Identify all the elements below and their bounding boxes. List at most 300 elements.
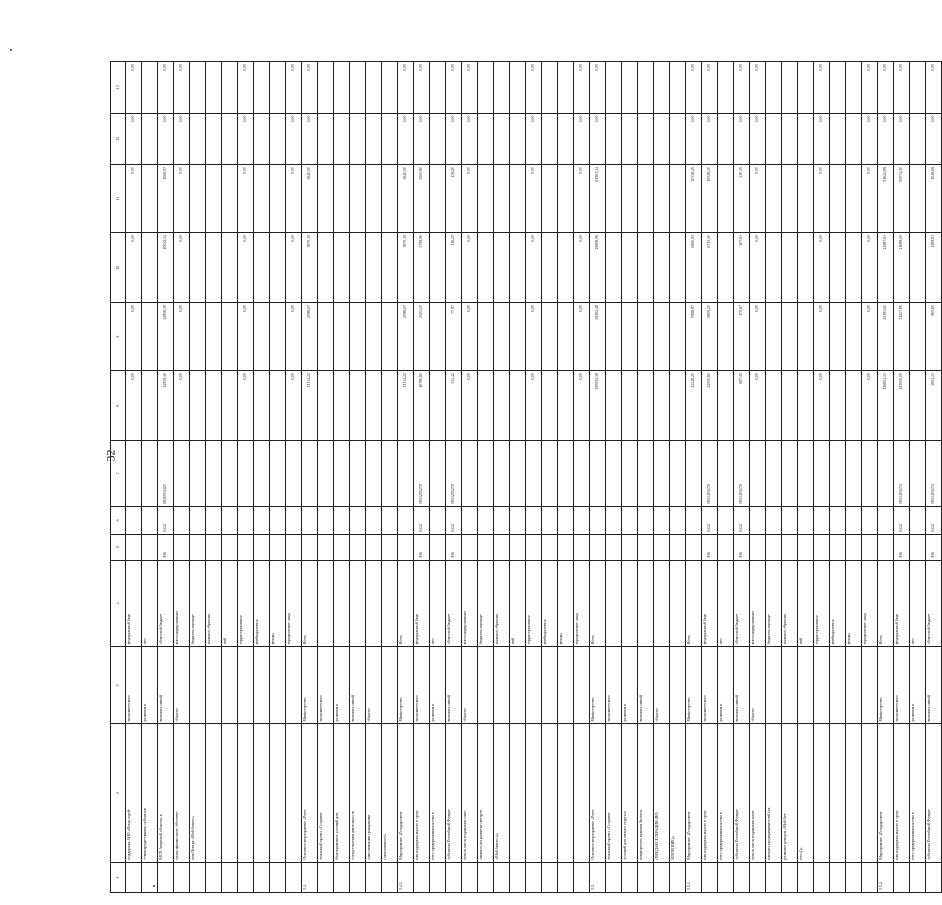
table-cell — [670, 506, 686, 534]
table-cell — [126, 862, 142, 892]
table-cell: 0,00 — [894, 62, 910, 114]
table-cell — [558, 303, 574, 371]
table-cell: 2.4.1. — [398, 862, 414, 892]
header-cell: 10 — [111, 232, 126, 302]
table-cell — [334, 303, 350, 371]
table-cell — [494, 371, 510, 441]
table-cell — [494, 506, 510, 534]
table-cell: нающих предпринимателей (на — [766, 724, 782, 862]
table-cell — [270, 371, 286, 441]
table-cell — [830, 534, 846, 560]
table-cell — [430, 534, 446, 560]
table-cell — [366, 441, 382, 507]
header-cell: 2 — [111, 724, 126, 862]
table-row — [670, 62, 686, 893]
table-cell: комфортного ведения бизнеса — [638, 724, 654, 862]
table-cell — [142, 862, 158, 892]
table-cell: 0,00 — [462, 113, 478, 164]
table-cell: самозанятыми гражданами — [366, 724, 382, 862]
table-cell — [206, 232, 222, 302]
table-cell — [526, 647, 542, 724]
table-cell: 0,00 — [126, 303, 142, 371]
table-cell — [238, 862, 254, 892]
table-cell — [382, 62, 398, 114]
table-cell: 150052,38 — [590, 371, 606, 441]
table-cell — [606, 506, 622, 534]
table-cell: 0,00 — [814, 113, 830, 164]
table-cell: 0,00 — [286, 62, 302, 114]
table-cell: 2.4. — [302, 862, 318, 892]
table-cell — [398, 441, 414, 507]
table-cell: 0,00 — [574, 371, 590, 441]
table-cell — [350, 441, 366, 507]
table-row — [718, 62, 734, 893]
table-cell — [526, 534, 542, 560]
table-cell: 0823455274 — [926, 441, 942, 507]
table-cell — [222, 303, 238, 371]
table-cell: 0,00 — [286, 371, 302, 441]
table-cell: области — [462, 647, 478, 724]
table-cell: 0,00 — [174, 62, 190, 114]
table-cell — [430, 303, 446, 371]
table-row — [734, 62, 750, 893]
table-cell — [846, 165, 862, 233]
table-cell — [750, 862, 766, 892]
table-cell: развития и — [718, 647, 734, 724]
table-cell: 2599,07 — [398, 303, 414, 371]
table-cell — [318, 506, 334, 534]
table-cell — [398, 534, 414, 560]
table-cell: 41698,00 — [894, 232, 910, 302]
table-cell — [718, 441, 734, 507]
table-cell: 10780,80 — [414, 371, 430, 441]
table-cell: федеральный бюд- — [894, 560, 910, 647]
table-row — [542, 62, 558, 893]
table-cell — [814, 862, 830, 892]
table-cell: Всего — [878, 560, 894, 647]
table-cell: 0,00 — [286, 113, 302, 164]
table-cell — [462, 506, 478, 534]
table-cell — [238, 506, 254, 534]
table-cell — [606, 862, 622, 892]
table-cell — [670, 647, 686, 724]
table-cell — [430, 232, 446, 302]
table-cell: бюджеты муници- — [190, 560, 206, 647]
table-cell: Всего — [302, 560, 318, 647]
table-cell: 42987,63 — [878, 232, 894, 302]
table-cell — [814, 724, 830, 862]
table-cell — [190, 165, 206, 233]
table-cell — [126, 506, 142, 534]
table-cell — [798, 371, 814, 441]
table-cell: ная поддержка малого и сред- — [702, 724, 718, 862]
table-cell — [606, 62, 622, 114]
table-cell — [382, 647, 398, 724]
table-cell — [718, 506, 734, 534]
table-cell — [910, 165, 926, 233]
table-cell — [766, 232, 782, 302]
table-row — [398, 62, 414, 893]
table-row — [318, 62, 334, 893]
table-cell — [766, 862, 782, 892]
table-cell — [142, 506, 158, 534]
table-cell: ональный проект «Создание — [606, 724, 622, 862]
table-cell: ная поддержка малого и сред- — [894, 724, 910, 862]
table-cell — [846, 862, 862, 892]
table-cell — [878, 506, 894, 534]
table-cell: 0,00 — [814, 62, 830, 114]
table-cell — [350, 113, 366, 164]
table-row — [574, 62, 590, 893]
table-cell — [910, 62, 926, 114]
table-cell — [478, 862, 494, 892]
table-cell — [702, 862, 718, 892]
table-cell — [798, 113, 814, 164]
table-cell — [334, 232, 350, 302]
table-cell — [638, 303, 654, 371]
table-cell: экономического — [894, 647, 910, 724]
table-cell: 936 — [734, 534, 750, 560]
table-cell — [494, 534, 510, 560]
table-cell — [158, 862, 174, 892]
table-cell — [366, 534, 382, 560]
table-cell: 51622,89 — [878, 165, 894, 233]
table-cell: 31227,80 — [894, 303, 910, 371]
table-cell: 0,00 — [862, 113, 878, 164]
table-cell: юридические лица — [574, 560, 590, 647]
table-cell — [782, 232, 798, 302]
table-cell: 0,00 — [526, 303, 542, 371]
table-cell — [350, 506, 366, 534]
table-cell — [718, 62, 734, 114]
header-cell: 12 — [111, 113, 126, 164]
table-cell: поддержка АНО «Фонд содей- — [126, 724, 142, 862]
table-cell: жет — [430, 560, 446, 647]
table-cell: 0,00 — [590, 62, 606, 114]
table-cell — [510, 232, 526, 302]
table-cell — [542, 506, 558, 534]
table-row — [862, 62, 878, 893]
table-cell: ствия кредитованию субъектов — [142, 724, 158, 862]
table-cell — [734, 862, 750, 892]
table-cell — [382, 303, 398, 371]
table-cell — [382, 441, 398, 507]
table-cell: 0,00 — [462, 371, 478, 441]
table-cell: 0,00 — [462, 165, 478, 233]
table-cell — [862, 647, 878, 724]
table-cell — [222, 647, 238, 724]
table-cell: Министерство — [590, 647, 606, 724]
table-cell — [366, 862, 382, 892]
table-cell: 38182,48 — [590, 303, 606, 371]
table-cell — [206, 62, 222, 114]
table-cell — [558, 232, 574, 302]
table-cell — [318, 62, 334, 114]
table-cell — [558, 113, 574, 164]
table-cell: 0,00 — [526, 371, 542, 441]
table-cell — [846, 506, 862, 534]
table-cell: фонды — [270, 560, 286, 647]
table-cell: развития и — [910, 647, 926, 724]
table-cell — [654, 862, 670, 892]
table-cell — [526, 506, 542, 534]
table-cell: 0,00 — [750, 232, 766, 302]
table-cell — [206, 862, 222, 892]
table-cell — [318, 232, 334, 302]
table-cell — [510, 506, 526, 534]
table-cell: 0,00 — [926, 113, 942, 164]
table-cell — [142, 165, 158, 233]
table-cell — [366, 113, 382, 164]
table-cell — [302, 441, 318, 507]
table-cell — [318, 165, 334, 233]
table-cell — [478, 303, 494, 371]
table-cell — [366, 232, 382, 302]
table-cell: 0,00 — [574, 232, 590, 302]
table-cell: экономического — [318, 647, 334, 724]
table-cell — [318, 113, 334, 164]
table-cell — [430, 371, 446, 441]
table-cell — [334, 506, 350, 534]
table-cell — [430, 165, 446, 233]
table-cell: 0,00 — [238, 113, 254, 164]
table-cell — [638, 62, 654, 114]
table-cell: 0412 — [414, 506, 430, 534]
table-cell — [766, 62, 782, 114]
table-cell — [782, 62, 798, 114]
table-cell: 4640,00 — [302, 165, 318, 233]
table-cell — [782, 506, 798, 534]
table-cell — [190, 113, 206, 164]
table-cell: области — [750, 647, 766, 724]
table-cell — [254, 165, 270, 233]
table-cell — [206, 113, 222, 164]
table-cell: Министерство — [302, 647, 318, 724]
table-cell — [638, 534, 654, 560]
table-cell — [222, 534, 238, 560]
table-cell — [142, 534, 158, 560]
table-cell — [382, 113, 398, 164]
table-cell: условий для легкого старта и — [622, 724, 638, 862]
table-cell — [542, 113, 558, 164]
table-cell: федеральный бюд- — [126, 560, 142, 647]
table-cell: 0,00 — [238, 232, 254, 302]
table-row — [910, 62, 926, 893]
table-cell: субъектах Российской Федера- — [446, 724, 462, 862]
table-cell — [574, 724, 590, 862]
table-row — [782, 62, 798, 893]
table-cell — [638, 560, 654, 647]
table-cell — [654, 165, 670, 233]
table-cell — [926, 862, 942, 892]
table-cell — [622, 506, 638, 534]
table-cell: 0,00 — [158, 62, 174, 114]
table-cell — [782, 862, 798, 892]
table-cell — [622, 113, 638, 164]
table-cell: 0823455274 — [894, 441, 910, 507]
table-cell — [382, 232, 398, 302]
table-cell: 3804,13 — [926, 371, 942, 441]
header-cell: 5 — [111, 534, 126, 560]
table-cell — [782, 534, 798, 560]
table-cell: 0,00 — [574, 303, 590, 371]
table-cell — [574, 441, 590, 507]
table-cell — [622, 165, 638, 233]
table-row — [350, 62, 366, 893]
table-cell: 0412 — [702, 506, 718, 534]
table-row — [798, 62, 814, 893]
table-cell — [398, 506, 414, 534]
table-cell: 2.5.1. — [686, 862, 702, 892]
table-cell — [270, 862, 286, 892]
table-cell — [750, 441, 766, 507]
table-cell — [654, 441, 670, 507]
table-cell — [622, 303, 638, 371]
table-cell — [206, 165, 222, 233]
table-cell: внебюджетные — [542, 560, 558, 647]
table-row — [654, 62, 670, 893]
table-cell: 126804,13 — [878, 371, 894, 441]
table-cell: 0,00 — [238, 371, 254, 441]
table-row — [638, 62, 654, 893]
table-cell — [846, 371, 862, 441]
table-cell — [270, 534, 286, 560]
table-cell — [638, 165, 654, 233]
table-cell: 0,00 — [446, 62, 462, 114]
table-cell — [334, 113, 350, 164]
table-cell — [750, 506, 766, 534]
table-cell — [606, 560, 622, 647]
table-row — [494, 62, 510, 893]
table-cell — [478, 441, 494, 507]
table-cell — [142, 303, 158, 371]
table-cell: 0,00 — [126, 371, 142, 441]
table-cell: 0,00 — [814, 371, 830, 441]
table-cell — [190, 862, 206, 892]
table-cell — [350, 232, 366, 302]
table-cell: 6920,93 — [686, 232, 702, 302]
table-cell — [334, 371, 350, 441]
table-cell: 3875,15 — [302, 232, 318, 302]
table-cell: 0,00 — [302, 62, 318, 114]
table-cell — [718, 303, 734, 371]
table-cell — [478, 62, 494, 114]
table-cell — [782, 441, 798, 507]
table-cell: 123000,00 — [894, 371, 910, 441]
table-row — [894, 62, 910, 893]
table-row — [606, 62, 622, 893]
table-cell — [222, 441, 238, 507]
table-cell: 0,00 — [126, 62, 142, 114]
table-cell: 936 — [926, 534, 942, 560]
table-cell: внебюджетные — [830, 560, 846, 647]
table-cell — [638, 862, 654, 892]
table-cell — [494, 165, 510, 233]
table-cell — [622, 560, 638, 647]
table-cell: 4640,00 — [398, 165, 414, 233]
table-cell: развития и — [142, 647, 158, 724]
table-cell — [238, 724, 254, 862]
table-row — [478, 62, 494, 893]
table-cell — [830, 62, 846, 114]
table-cell — [494, 441, 510, 507]
table-cell: 2.5.2. — [878, 862, 894, 892]
table-cell: него предпринимательства в — [910, 724, 926, 862]
table-cell — [558, 862, 574, 892]
table-cell: МСП Амурской области» в — [158, 724, 174, 862]
table-row — [510, 62, 526, 893]
table-row — [686, 62, 702, 893]
table-cell: областной бюджет — [158, 560, 174, 647]
table-cell — [830, 724, 846, 862]
table-cell: 310,15 — [734, 165, 750, 233]
rotated-table-area — [110, 61, 936, 893]
table-cell — [190, 303, 206, 371]
table-cell — [670, 303, 686, 371]
table-cell — [462, 862, 478, 892]
table-cell — [350, 165, 366, 233]
table-cell — [254, 441, 270, 507]
table-row — [590, 62, 606, 893]
table-row — [766, 62, 782, 893]
table-cell: 0823455279 — [734, 441, 750, 507]
table-cell — [606, 441, 622, 507]
table-row — [830, 62, 846, 893]
table-cell: 0,00 — [894, 113, 910, 164]
table-cell: экономического — [414, 647, 430, 724]
table-cell: 0,00 — [462, 303, 478, 371]
table-cell — [510, 303, 526, 371]
table-cell: развитие центров «Мой биз- — [782, 724, 798, 862]
table-cell — [286, 647, 302, 724]
table-body — [111, 62, 942, 893]
table-cell: областной бюджет — [926, 560, 942, 647]
table-cell: 11114,22 — [398, 371, 414, 441]
table-row — [366, 62, 382, 893]
table-cell: развития и — [430, 647, 446, 724]
table-row — [750, 62, 766, 893]
table-cell — [670, 232, 686, 302]
table-cell — [478, 113, 494, 164]
table-cell — [478, 506, 494, 534]
header-cell: 6 — [111, 506, 126, 534]
table-cell: Мероприятие «Государствен- — [878, 724, 894, 862]
table-cell: ния Центра «Мой бизнес» — [190, 724, 206, 862]
table-cell: 0,00 — [462, 232, 478, 302]
table-cell — [302, 506, 318, 534]
table-cell: 0,00 — [526, 165, 542, 233]
table-cell: 0,00 — [238, 62, 254, 114]
table-cell — [318, 560, 334, 647]
table-cell — [670, 534, 686, 560]
table-cell: 0,00 — [574, 62, 590, 114]
table-row — [446, 62, 462, 893]
budget-table — [110, 61, 942, 893]
table-cell: 2599,07 — [302, 303, 318, 371]
table-row — [238, 62, 254, 893]
table-cell: экономического — [126, 647, 142, 724]
table-cell — [558, 534, 574, 560]
table-cell: субъектах Российской Федера- — [926, 724, 942, 862]
table-cell — [206, 534, 222, 560]
table-cell: 1568,57 — [158, 165, 174, 233]
table-cell — [590, 506, 606, 534]
table-cell: 0,00 — [526, 113, 542, 164]
table-row — [382, 62, 398, 893]
table-cell — [510, 862, 526, 892]
table-cell — [798, 862, 814, 892]
table-cell — [830, 113, 846, 164]
